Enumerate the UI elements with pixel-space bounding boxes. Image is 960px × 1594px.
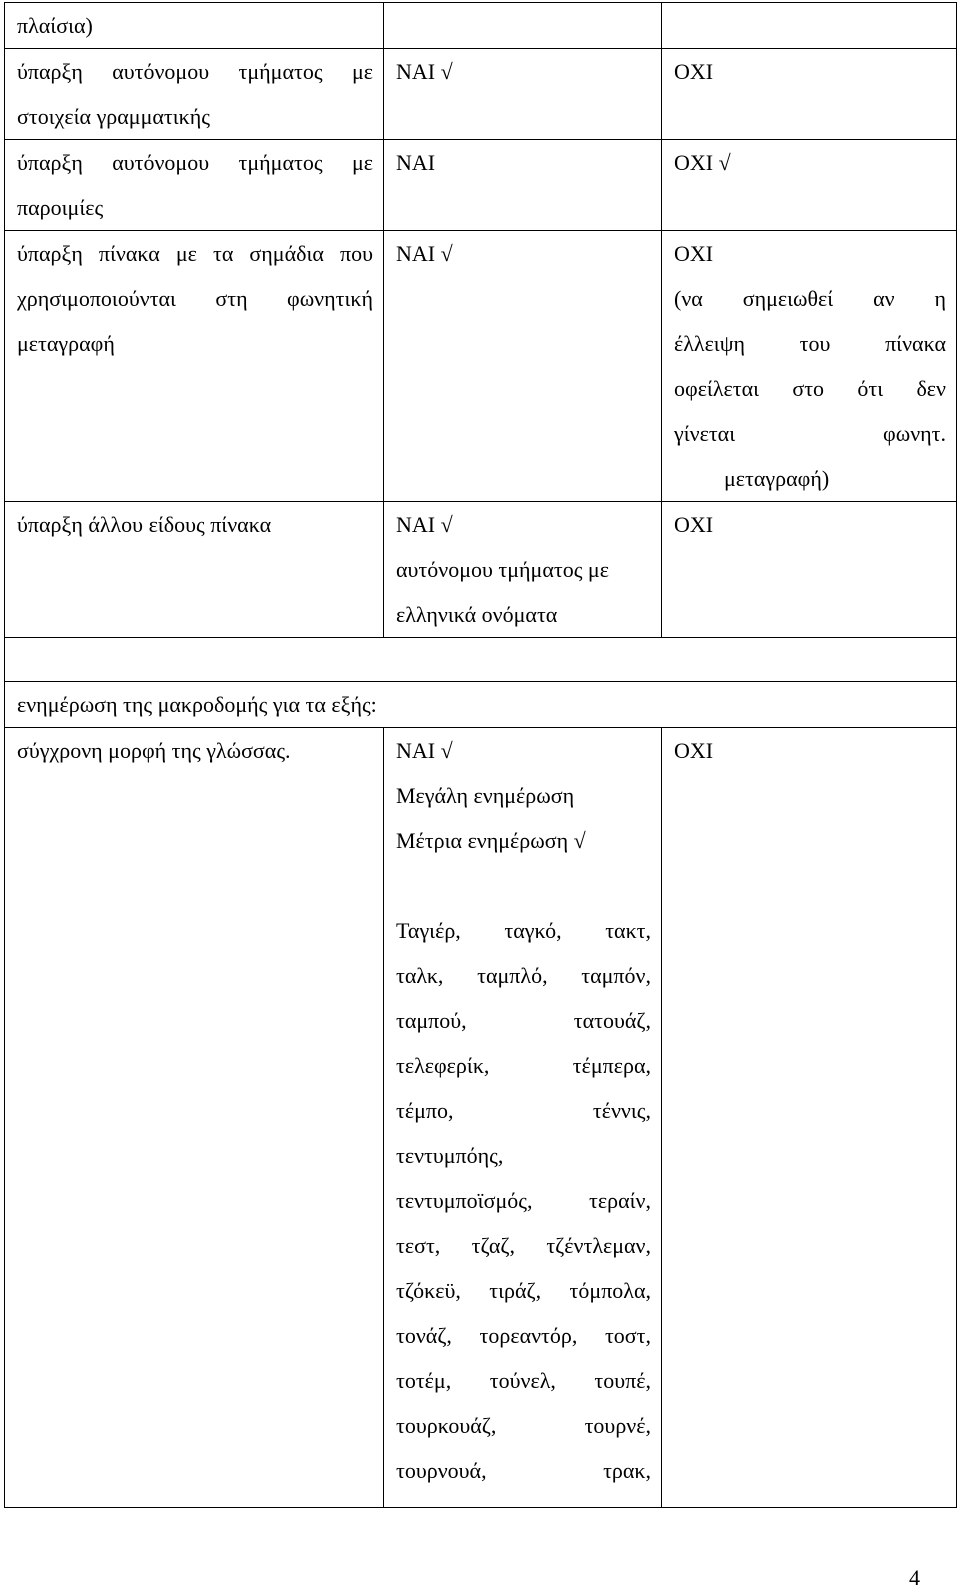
document-table: [4, 2, 957, 1508]
cell-line: σύγχρονη μορφή της γλώσσας.: [17, 738, 291, 763]
cell-line: ύπαρξη αυτόνομου τμήματος με: [17, 150, 373, 175]
cell-line: ύπαρξη άλλου είδους πίνακα: [17, 512, 272, 537]
table-row: [5, 140, 957, 231]
cell-line: οφείλεται στο ότι δεν: [674, 376, 946, 401]
section-heading-cell: [5, 682, 957, 728]
table-row: [5, 728, 957, 1508]
table-row: [5, 682, 957, 728]
word-line: τελεφερίκ, τέμπερα,: [396, 1053, 651, 1078]
criterion-cell: [5, 728, 384, 1508]
table-row: [5, 49, 957, 140]
no-cell: [662, 3, 957, 49]
no-cell: [662, 728, 957, 1508]
cell-line: χρησιμοποιούνται στη φωνητική: [17, 286, 373, 311]
cell-line: στοιχεία γραμματικής: [17, 104, 210, 129]
yes-cell: [384, 502, 662, 638]
cell-line: ΝΑΙ √: [396, 512, 453, 537]
cell-line: ΝΑΙ √: [396, 241, 453, 266]
cell-line: ΝΑΙ √: [396, 738, 453, 763]
cell-line: ΝΑΙ √: [396, 59, 453, 84]
word-line: τοτέμ, τούνελ, τουπέ,: [396, 1368, 651, 1393]
table-row: [5, 502, 957, 638]
yes-cell: [384, 728, 662, 1508]
cell-line: ΟΧΙ: [674, 738, 714, 763]
criterion-cell: [5, 3, 384, 49]
cell-line: ύπαρξη πίνακα με τα σημάδια που: [17, 241, 373, 266]
word-line: ταμπού, τατουάζ,: [396, 1008, 651, 1033]
table-row-spacer: [5, 638, 957, 682]
section-heading: ενημέρωση της μακροδομής για τα εξής:: [17, 692, 377, 717]
word-line: τέμπο, τέννις,: [396, 1098, 651, 1123]
cell-line: ΟΧΙ: [674, 512, 714, 537]
word-line: τουρνουά, τρακ,: [396, 1458, 651, 1483]
yes-cell: [384, 3, 662, 49]
cell-line: γίνεται φωνητ.: [674, 421, 946, 446]
cell-line: ΝΑΙ: [396, 150, 436, 175]
cell-line: Μέτρια ενημέρωση √: [396, 828, 586, 853]
cell-line: αυτόνομου τμήματος με: [396, 557, 609, 582]
page-number: 4: [909, 1565, 920, 1590]
word-line: τεντυμποϊσμός, τεραίν,: [396, 1188, 651, 1213]
cell-line: μεταγραφή): [724, 466, 830, 491]
cell-line: (να σημειωθεί αν η: [674, 286, 946, 311]
no-cell: [662, 502, 957, 638]
word-line: Ταγιέρ, ταγκό, τακτ,: [396, 918, 651, 943]
cell-line: ΟΧΙ: [674, 59, 714, 84]
word-line: τονάζ, τορεαντόρ, τοστ,: [396, 1323, 651, 1348]
cell-line: ελληνικά ονόματα: [396, 602, 558, 627]
table-row: [5, 3, 957, 49]
word-line: τεστ, τζαζ, τζέντλεμαν,: [396, 1233, 651, 1258]
yes-cell: [384, 140, 662, 231]
yes-cell: [384, 49, 662, 140]
cell-line: Μεγάλη ενημέρωση: [396, 783, 575, 808]
cell-line: παροιμίες: [17, 195, 104, 220]
word-line: τεντυμπόης,: [396, 1143, 504, 1168]
cell-line: μεταγραφή: [17, 331, 115, 356]
cell-line: ύπαρξη αυτόνομου τμήματος με: [17, 59, 373, 84]
no-cell: [662, 49, 957, 140]
cell-line: ΟΧΙ √: [674, 150, 731, 175]
word-line: τζόκεϋ, τιράζ, τόμπολα,: [396, 1278, 651, 1303]
table-row: [5, 231, 957, 502]
criterion-cell: [5, 140, 384, 231]
cell-line: πλαίσια): [17, 13, 93, 38]
no-cell: [662, 231, 957, 502]
criterion-cell: [5, 49, 384, 140]
word-line: ταλκ, ταμπλό, ταμπόν,: [396, 963, 651, 988]
cell-line: ΟΧΙ: [674, 241, 714, 266]
criterion-cell: [5, 502, 384, 638]
spacer-cell: [5, 638, 957, 682]
criterion-cell: [5, 231, 384, 502]
blank-line: [396, 863, 651, 908]
word-line: τουρκουάζ, τουρνέ,: [396, 1413, 651, 1438]
no-cell: [662, 140, 957, 231]
cell-line: έλλειψη του πίνακα: [674, 331, 946, 356]
yes-cell: [384, 231, 662, 502]
